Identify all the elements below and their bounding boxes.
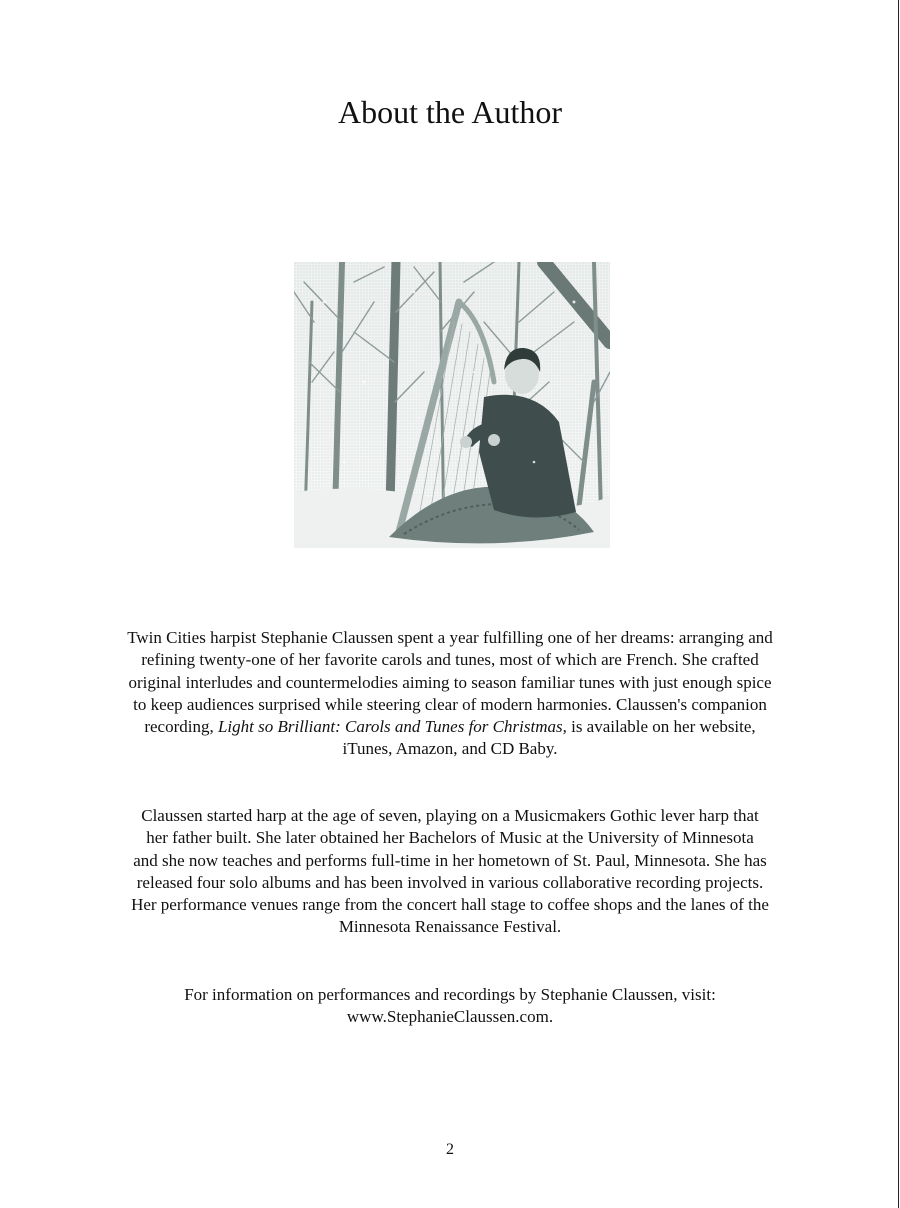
text-line: Her performance venues range from the concert hall stage to coffee shops and the lanes of the bbox=[131, 895, 769, 915]
bio-paragraph-2 bbox=[60, 805, 840, 939]
text-line: refining twenty-one of her favorite carols and tunes, most of which are French. She crafted bbox=[141, 650, 759, 670]
page-number: 2 bbox=[446, 1141, 454, 1158]
bio-paragraph-1 bbox=[60, 627, 840, 761]
text-line: iTunes, Amazon, and CD Baby. bbox=[342, 739, 558, 759]
text-fragment: is available on her website, bbox=[566, 717, 756, 737]
album-title: Light so Brilliant: Carols and Tunes for Christmas, bbox=[217, 717, 567, 737]
text-line: For information on performances and recordings by Stephanie Claussen, visit: bbox=[184, 985, 716, 1004]
website-text: www.StephanieClaussen.com. bbox=[346, 1007, 554, 1027]
text-line: to keep audiences surprised while steering clear of modern harmonies. Claussen's companion bbox=[133, 694, 767, 714]
text-line: her father built. She later obtained her Bachelors of Music at the University of Minnesota bbox=[146, 828, 754, 848]
text-line: original interludes and countermelodies aiming to season familiar tunes with just enough spice bbox=[128, 672, 772, 692]
page-title: About the Author bbox=[338, 94, 562, 130]
page-edge-line bbox=[898, 0, 899, 1208]
text-line: Minnesota Renaissance Festival. bbox=[338, 917, 562, 937]
text-line: Twin Cities harpist Stephanie Claussen spent a year fulfilling one of her dreams: arranging and bbox=[127, 628, 773, 647]
text-line bbox=[60, 716, 840, 738]
author-photo-illustration bbox=[294, 262, 610, 548]
text-line: and she now teaches and performs full-time in her hometown of St. Paul, Minnesota. She has bbox=[133, 850, 767, 870]
contact-paragraph bbox=[60, 984, 840, 1029]
text-line: Claussen started harp at the age of seven, playing on a Musicmakers Gothic lever harp that bbox=[141, 806, 759, 825]
text-line: released four solo albums and has been involved in various collaborative recording projects. bbox=[136, 872, 764, 892]
author-photo bbox=[294, 262, 610, 548]
text-fragment: recording, bbox=[144, 717, 218, 737]
